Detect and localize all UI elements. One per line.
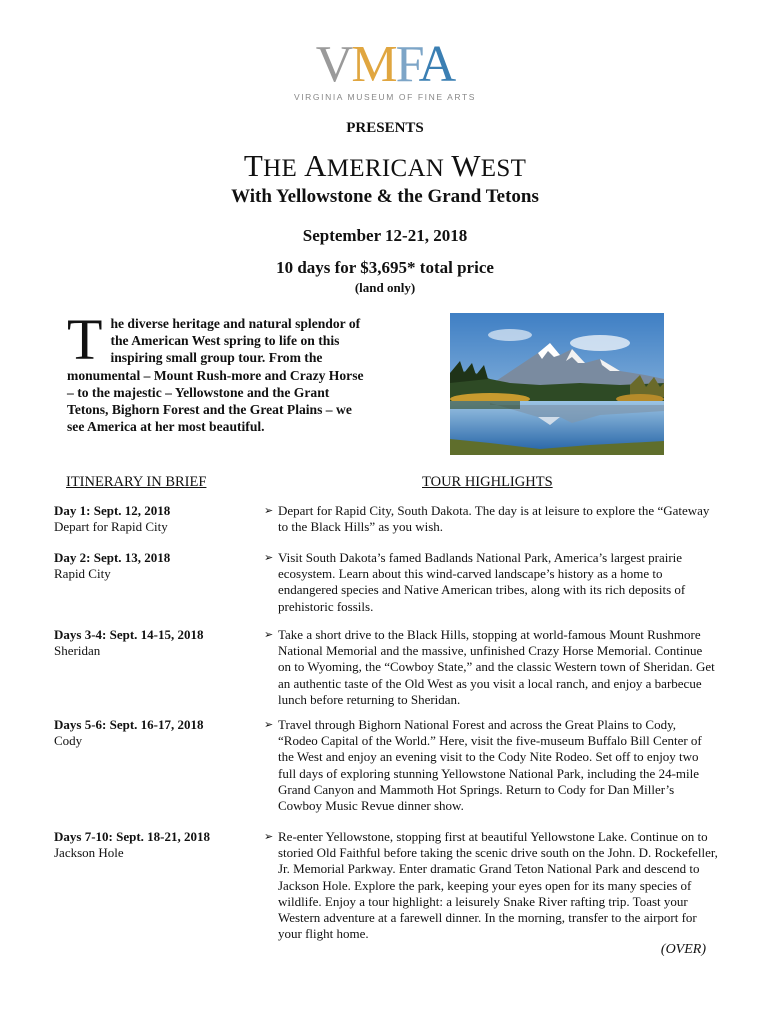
title-a: A [304, 148, 327, 183]
highlight-text: Depart for Rapid City, South Dakota. The day is at leisure to explore the “Gateway to the Black Hills” as you wish. [278, 503, 710, 535]
tetons-photo [450, 313, 664, 455]
highlight-text: Travel through Bighorn National Forest and across the Great Plains to Cody, “Rodeo Capital of the World.” Here, visit the five-museum Buffalo Bill Center of the West and enjoy an evening visit to the Cody Nite Rodeo. Set off to enjoy two full days of exploring stunning Yellowstone National Park, including the 24-mile Grand Canyon and Mammoth Hot Springs. Return to Cody for Dan Miller’s Cowboy Music Revue dinner show. [278, 717, 702, 814]
title-merican: MERICAN [326, 155, 445, 182]
page-subtitle: With Yellowstone & the Grand Tetons [231, 186, 539, 207]
logo-subtitle: VIRGINIA MUSEUM OF FINE ARTS [293, 92, 477, 102]
intro-paragraph [67, 307, 372, 435]
intro-text: he diverse heritage and natural splendor of the American West spring to life on this inspiring small group tour. From the monumental – Mount Rush-more and Crazy Horse – to the majestic – Yellowstone and the Grant Tetons, Bighorn Forest and the Great Plains – we see America at her most beautiful. [67, 316, 364, 435]
arrow-bullet-icon: ➢ [264, 552, 274, 564]
highlight-text: Visit South Dakota’s famed Badlands National Park, America’s largest prairie ecosystem. Learn about this wind-carved landscape’s history as a home to endangered species and Native American tribes, along with its rich deposits of prehistoric fossils. [278, 550, 686, 614]
itinerary-day [54, 717, 274, 749]
arrow-bullet-icon: ➢ [264, 629, 274, 641]
drop-cap: T [67, 307, 103, 372]
title-w: W [451, 148, 481, 183]
day-title: Day 2: Sept. 13, 2018 [54, 550, 171, 565]
day-title: Days 5-6: Sept. 16-17, 2018 [54, 717, 204, 732]
highlight-text: Take a short drive to the Black Hills, stopping at world-famous Mount Rushmore National Memorial and the massive, unfinished Crazy Horse Memorial. Continue on to Wyoming, the “Cowboy State,” and the classic Western town of Sheridan. Get an authentic taste of the Old West as you visit a local ranch, and enjoy a barbecue lunch before returning to Sheridan. [278, 627, 715, 707]
land-only-note: (land only) [354, 280, 416, 295]
tour-dates: September 12-21, 2018 [302, 226, 468, 245]
presents-label: PRESENTS [346, 120, 424, 136]
itinerary-day [54, 503, 274, 535]
page-title [0, 148, 770, 184]
itinerary-day [54, 829, 274, 861]
logo-letter-m: M [351, 36, 396, 93]
logo-letter-a: A [418, 36, 455, 93]
day-place: Depart for Rapid City [54, 519, 168, 534]
arrow-bullet-icon: ➢ [264, 831, 274, 843]
title-t: T [243, 148, 264, 183]
highlight-text: Re-enter Yellowstone, stopping first at beautiful Yellowstone Lake. Continue on to storied Old Faithful before taking the scenic drive south on the John. D. Rockefeller, Jr. Memorial Parkway. Enter dramatic Grand Teton National Park and descend to Jackson Hole. Explore the park, keeping your eyes open for its many species of wildlife. Enjoy a tour highlight: a leisurely Snake River rafting trip. Toast your Western adventure at a farewell dinner. In the morning, transfer to the airport for your flight home. [278, 829, 718, 942]
day-place: Sheridan [54, 643, 101, 658]
tour-price: 10 days for $3,695* total price [276, 258, 494, 277]
logo-letter-v: V [315, 36, 352, 93]
title-he: HE [263, 155, 298, 182]
day-place: Rapid City [54, 566, 111, 581]
vmfa-logo-mark [315, 36, 455, 93]
itinerary-day [54, 550, 274, 582]
day-title: Day 1: Sept. 12, 2018 [54, 503, 171, 518]
highlight-item [264, 717, 718, 814]
day-place: Cody [54, 733, 83, 748]
arrow-bullet-icon: ➢ [264, 505, 274, 517]
highlight-item [264, 627, 718, 708]
highlight-item [264, 503, 718, 535]
tetons-landscape-image [450, 313, 664, 455]
highlights-header: TOUR HIGHLIGHTS [422, 474, 553, 490]
title-est: EST [480, 155, 527, 182]
vmfa-logo [0, 36, 770, 102]
itinerary-header: ITINERARY IN BRIEF [66, 474, 207, 490]
arrow-bullet-icon: ➢ [264, 719, 274, 731]
logo-letter-f: F [395, 36, 419, 93]
highlight-item [264, 550, 718, 615]
day-place: Jackson Hole [54, 845, 124, 860]
day-title: Days 3-4: Sept. 14-15, 2018 [54, 627, 204, 642]
highlight-item [264, 829, 718, 942]
itinerary-day [54, 627, 274, 659]
over-note: (OVER) [660, 942, 706, 957]
day-title: Days 7-10: Sept. 18-21, 2018 [54, 829, 210, 844]
